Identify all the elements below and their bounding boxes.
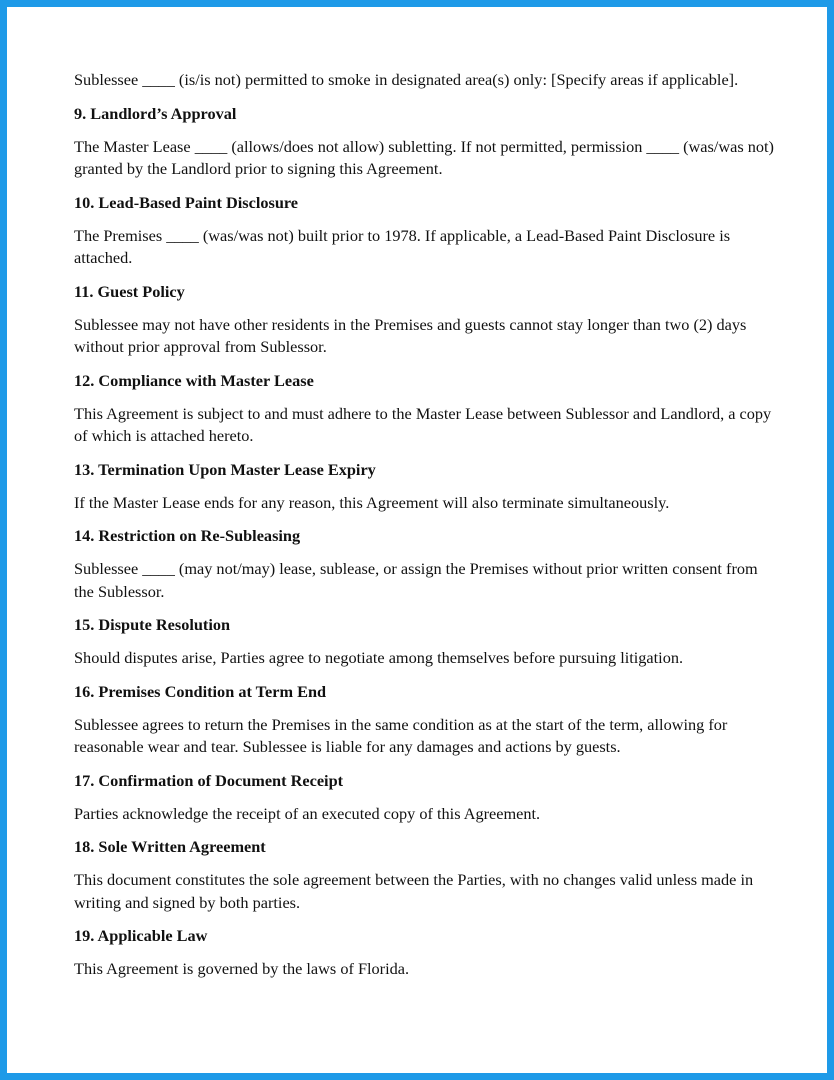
section-heading: 15. Dispute Resolution bbox=[74, 615, 231, 634]
section-heading: 9. Landlord’s Approval bbox=[74, 103, 237, 123]
section-heading: 10. Lead-Based Paint Disclosure bbox=[74, 192, 299, 212]
section-heading: 19. Applicable Law bbox=[74, 926, 208, 945]
section-13 bbox=[74, 459, 774, 515]
section-text: This document constitutes the sole agreement between the Parties, with no changes valid unless made in writing and signed by both parties. bbox=[74, 870, 754, 912]
section-text: If the Master Lease ends for any reason, this Agreement will also terminate simultaneously. bbox=[74, 492, 670, 512]
section-14 bbox=[74, 525, 774, 603]
section-17 bbox=[74, 770, 774, 826]
section-11 bbox=[74, 281, 774, 359]
section-text: Parties acknowledge the receipt of an executed copy of this Agreement. bbox=[74, 803, 541, 823]
section-text: Sublessee may not have other residents in the Premises and guests cannot stay longer than two (2) days without prior approval from Sublessor. bbox=[74, 314, 747, 356]
section-text: The Master Lease ____ (allows/does not allow) subletting. If not permitted, permission ____ (was/was not) granted by the Landlord prior to signing this Agreement. bbox=[74, 136, 774, 178]
section-heading: 16. Premises Condition at Term End bbox=[74, 681, 327, 701]
section-12 bbox=[74, 370, 774, 448]
intro-paragraph: Sublessee ____ (is/is not) permitted to smoke in designated area(s) only: [Specify areas if applicable]. bbox=[74, 70, 739, 89]
section-heading: 17. Confirmation of Document Receipt bbox=[74, 770, 344, 790]
section-text: The Premises ____ (was/was not) built prior to 1978. If applicable, a Lead-Based Paint Disclosure is attached. bbox=[74, 225, 731, 267]
section-10 bbox=[74, 192, 774, 270]
section-15 bbox=[74, 614, 774, 670]
section-heading: 14. Restriction on Re-Subleasing bbox=[74, 526, 301, 545]
section-16 bbox=[74, 681, 774, 759]
section-heading: 11. Guest Policy bbox=[74, 281, 185, 301]
section-text: This Agreement is governed by the laws of Florida. bbox=[74, 959, 410, 978]
section-18 bbox=[74, 836, 774, 914]
section-heading: 18. Sole Written Agreement bbox=[74, 837, 266, 856]
section-heading: 12. Compliance with Master Lease bbox=[74, 370, 314, 390]
section-text: Sublessee agrees to return the Premises in the same condition as at the start of the term, allowing for reasonable wear and tear. Sublessee is liable for any damages and actions by guests. bbox=[74, 714, 728, 756]
section-heading: 13. Termination Upon Master Lease Expiry bbox=[74, 459, 376, 479]
section-text: This Agreement is subject to and must adhere to the Master Lease between Sublessor and Landlord, a copy of which is attached hereto. bbox=[74, 403, 772, 445]
section-9 bbox=[74, 103, 774, 181]
section-19 bbox=[74, 925, 774, 981]
section-text: Should disputes arise, Parties agree to negotiate among themselves before pursuing litigation. bbox=[74, 648, 684, 667]
section-text: Sublessee ____ (may not/may) lease, sublease, or assign the Premises without prior written consent from the Sublessor. bbox=[74, 559, 758, 601]
document-body bbox=[74, 69, 774, 992]
